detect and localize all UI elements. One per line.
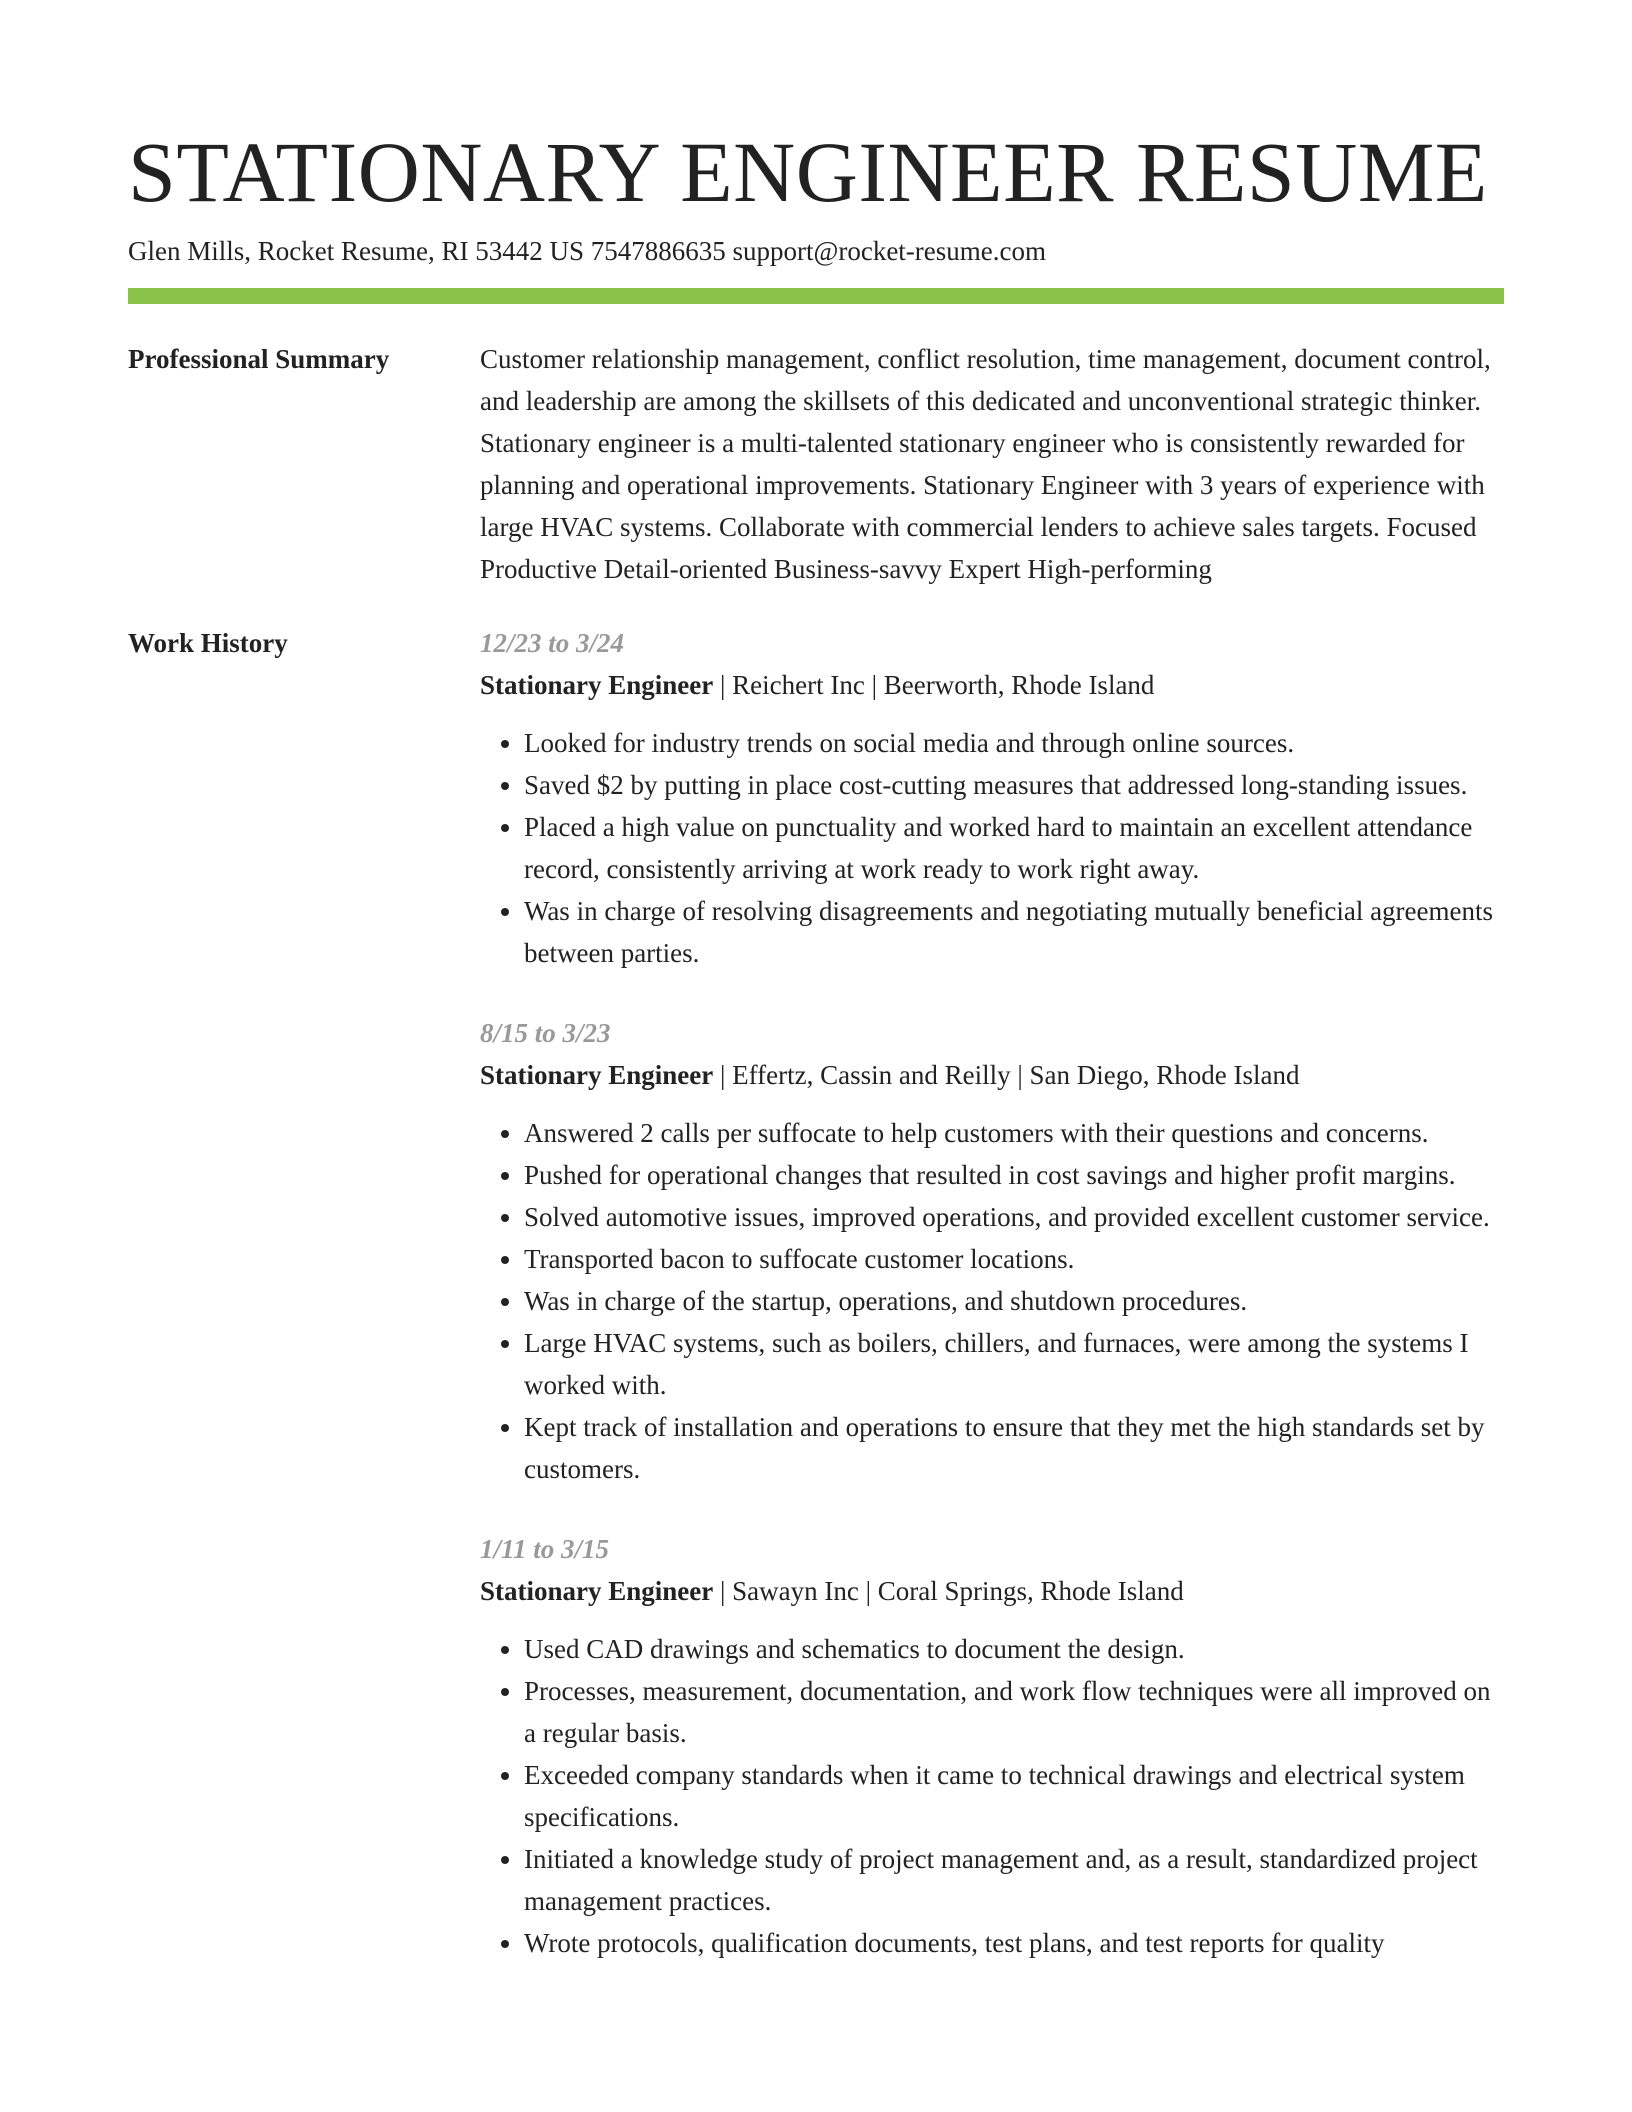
professional-summary-section [128,338,1504,590]
contact-address: Glen Mills, Rocket Resume, RI 53442 US [128,236,584,266]
job-title: Stationary Engineer [480,670,714,700]
job-bullet: • Wrote protocols, qualification documents, test plans, and test reports for quality [524,1922,1504,1964]
job-entry [480,1012,1504,1490]
contact-line [128,232,1504,270]
job-bullet: • Saved $2 by putting in place cost-cutting measures that addressed long-standing issues. [524,764,1504,806]
contact-email[interactable]: support@rocket-resume.com [732,236,1047,266]
job-header [480,664,1504,706]
job-bullet: • Solved automotive issues, improved operations, and provided excellent customer service. [524,1196,1504,1238]
job-bullet-list [480,1112,1504,1490]
job-bullet: • Placed a high value on punctuality and worked hard to maintain an excellent attendance record, consistently arriving at work ready to work right away. [524,806,1504,890]
job-bullet: • Large HVAC systems, such as boilers, chillers, and furnaces, were among the systems I worked with. [524,1322,1504,1406]
job-bullet: • Pushed for operational changes that resulted in cost savings and higher profit margins. [524,1154,1504,1196]
resume-title: STATIONARY ENGINEER RESUME [128,124,1488,220]
job-bullet: • Used CAD drawings and schematics to document the design. [524,1628,1504,1670]
job-title: Stationary Engineer [480,1576,714,1606]
job-bullet: • Processes, measurement, documentation, and work flow techniques were all improved on a regular basis. [524,1670,1504,1754]
job-bullet: • Was in charge of the startup, operations, and shutdown procedures. [524,1280,1504,1322]
job-bullet: • Answered 2 calls per suffocate to help customers with their questions and concerns. [524,1112,1504,1154]
job-company-location: | Effertz, Cassin and Reilly | San Diego, Rhode Island [713,1060,1300,1090]
summary-text: Customer relationship management, conflict resolution, time management, document control, and leadership are among the skillsets of this dedicated and unconventional strategic thinker. Stationary engineer is a multi-talented stationary engineer who is consistently rewarded for planning and operational improvements. Stationary Engineer with 3 years of experience with large HVAC systems. Collaborate with commercial lenders to achieve sales targets. Focused Productive Detail-oriented Business-savvy Expert High-performing [480,344,1491,584]
job-bullet: • Initiated a knowledge study of project management and, as a result, standardized project management practices. [524,1838,1504,1922]
job-bullet: • Exceeded company standards when it came to technical drawings and electrical system specifications. [524,1754,1504,1838]
job-header [480,1570,1504,1612]
section-label-work-history: Work History [128,628,288,658]
work-history-section [128,622,1504,2002]
job-company-location: | Reichert Inc | Beerworth, Rhode Island [713,670,1155,700]
contact-phone: 7547886635 [590,236,726,266]
job-entry [480,622,1504,974]
job-bullet: • Kept track of installation and operations to ensure that they met the high standards set by customers. [524,1406,1504,1490]
job-header [480,1054,1504,1096]
job-bullet-list [480,1628,1504,1964]
summary-body [480,338,1504,590]
job-dates: 8/15 to 3/23 [480,1018,611,1048]
job-title: Stationary Engineer [480,1060,714,1090]
job-dates: 1/11 to 3/15 [480,1534,610,1564]
job-bullet: • Was in charge of resolving disagreements and negotiating mutually beneficial agreements between parties. [524,890,1504,974]
section-label-summary: Professional Summary [128,344,390,374]
job-company-location: | Sawayn Inc | Coral Springs, Rhode Island [713,1576,1184,1606]
accent-divider [128,288,1504,304]
job-entry [480,1528,1504,1964]
resume-page [128,120,1504,2002]
job-bullet: • Transported bacon to suffocate customer locations. [524,1238,1504,1280]
job-bullet-list [480,722,1504,974]
job-dates: 12/23 to 3/24 [480,628,625,658]
job-bullet: • Looked for industry trends on social media and through online sources. [524,722,1504,764]
work-history-body [480,622,1504,2002]
